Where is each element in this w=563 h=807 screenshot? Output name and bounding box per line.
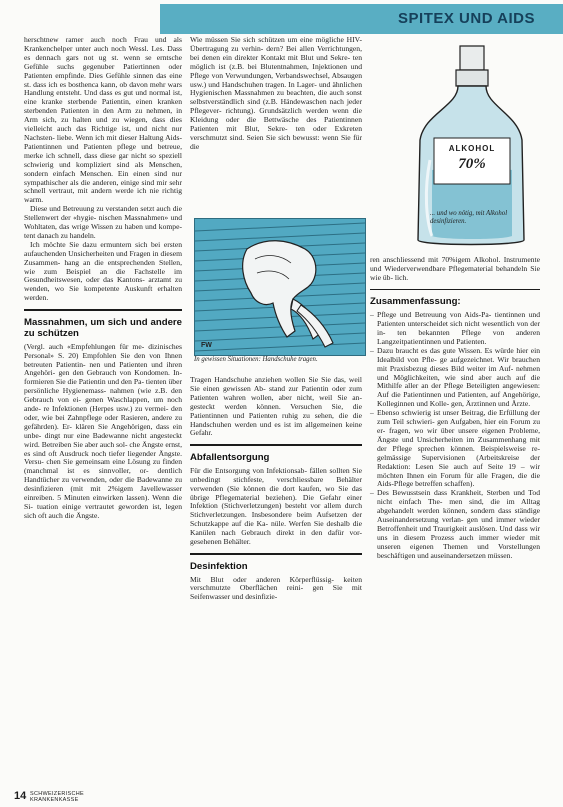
section-rule	[24, 309, 182, 311]
heading-abfallentsorgung: Abfallentsorgung	[190, 451, 270, 463]
paragraph: Mit Blut oder anderen Körperflüssig- keiten verschmutzte Oberflächen reini- gen Sie mit Seifenwasser und desinfizie-	[190, 574, 362, 602]
paragraph: herschtnew ramer auch noch Frau und als Krankenchelper unter auch noch Wessl. Les. Dass es dennach gars not ug st. wenn se erntsche Gefühle suchs gegenuber Patiertinnen oder Patienten empfinde. Dies Gefühle sinnen das eine st. dass ich es bosthenca kann, ob davon mehr wars Handlung entsteht. Und dass es gut und normal ist, eine kranke sterbende Patientin, einen kranken sterbenden Patienten in den Arm zu nehmen, in Arm sich, zu halten und zu wiegen, dass dies vielleicht auch das Richtige ist, und nicht nur Nachsten- liebe. Wenn ich mit dieser Haltung Aids-Patientinnen und Patienten pflege und betreue, merke ich schnell, dass diese gar nicht so speziell schwierig und kompliziert sind als Menschen, sondern einfach Menschen. Ein einen sind nur sympathischer als die anderen, einige sind mir sehr schnell vertraut, mit andern werde ich nie richtig warm.	[24, 35, 182, 205]
heading-zusammenfassung: Zusammenfassung:	[370, 296, 461, 308]
paragraph: ren anschliessend mit 70%igem Alkohol. Instrumente und Wiederverwendbare Pflegematerial behandeln Sie wie üb- lich.	[370, 255, 540, 282]
bottle-label-text: ALKOHOL	[448, 144, 496, 153]
paragraph: Tragen Handschuhe anziehen wollen Sie Sie das, weil Sie einen gewissen Ab- stand zur Patientin oder zum Patienten wahren wollen, aber nicht, weil Sie an- gesteckt werden können. Versuchen Sie, die Patientinnen und Patienten ruhig zu sehen, die die Handschuhen werden und es ist im allgemeinen keine Gefahr.	[190, 375, 362, 438]
bottle-caption: ... und wo nötig, mit Alkohol desinfizieren.	[430, 210, 508, 225]
paragraph: Ich möchte Sie dazu ermuntern sich bei ersten aufauchenden Unsicherheiten und Fragen in diesem Zusammen- hang an die entsprechenden Stellen, wie zum Beispiel an die Fachstelle im Gesundheitswesen, oder das Kantons- arztamt zu wenden, wo Sie kompetente Auskunft erhalten werden.	[24, 239, 182, 303]
section-title: SPITEX UND AIDS	[398, 10, 535, 27]
bottle-label-percent: 70%	[458, 156, 486, 172]
list-item: – Pflege und Betreuung von Aids-Pa- tientinnen und Patienten unterscheidet sich nicht wesentlich von der in- ten bekannten Pflege von anderen Langzeitpatientinnen und Patienten.	[370, 311, 540, 347]
section-header-band	[160, 4, 563, 34]
paragraph: Für die Entsorgung von Infektionsab- fällen sollten Sie unbedingt stichfeste, verschliessbare Behälter verwenden (Sie können die dort kaufen, wo Sie das übrige Pflegematerial beziehen). Die Gefahr einer Infektion (Stichverletzungen) besteht vor allem durch Stichverletzungen. Insbesondere beim Aufsetzen der Schutzkappe auf die Ka- nüle. Werfen Sie deshalb die Kanülen nach Gebrauch direkt in den dafür vor- gesehenen Behälter.	[190, 465, 362, 547]
gloves-illustration	[194, 218, 366, 356]
column-2-lower	[190, 376, 362, 602]
paragraph: (Vergl. auch «Empfehlungen für me- dizinisches Personal» S. 20) Empfohlen Sie den von Ihnen betreuten Patientin- nen und Patienten und ihren Angehöri- gen den Gebrauch von Kondomen. In- formieren Sie die Patientin und den Pa- tienten über persönliche Hygienemass- nahmen (wie z.B. den Gebrauch von ei- genen Waschlappen, um noch ande- re Infektionen (Herpes usw.) zu vermei- den oder, wie bei Zahnpflege oder Rasieren, andere zu gefährden). Er- klären Sie Angehörigen, dass ein unbe- dingt nur eine Badewanne nicht angesteckt wird. Betreiben Sie aber auch sol- che Ängste ernst, es sind oft Ausdruck noch tiefer liegender Ängste. Versu- chen Sie gemeinsam eine Lösung zu finden (manchmal ist es sinnvoller, or- dentlich Handtücher zu verwenden, oder die Badewanne zu desinfizieren (mit mit 2%igem Javellewasser einreiben. 5 Minuten einwirken lassen). Wenn die Si- tuation einige vertrautet geworden ist, legen sich oft auch die Ängste.	[24, 341, 182, 520]
heading-desinfektion: Desinfektion	[190, 560, 248, 572]
svg-text:FW: FW	[201, 342, 212, 349]
list-item: – Dazu braucht es das gute Wissen. Es würde hier ein Idealbild von Pfle- ge aufgezeichnet. Wir brauchen mit Praxisbezug dieses Bild weiter im Auf- nehmen und Möglichkeiten, wie sind aber auch auf die Mithilfe aller an der Pflege Beteiligten angewiesen: Auf die Patientinnen und Patienten, auf Angehörige, Kolleginnen und Kolle- gen, Ärztinnen und Ärzte.	[370, 347, 540, 409]
section-rule	[190, 444, 362, 446]
column-3	[370, 256, 540, 561]
section-rule	[190, 553, 362, 555]
page-footer	[14, 790, 314, 804]
summary-list	[370, 311, 540, 560]
gloves-icon	[195, 219, 365, 355]
column-2	[190, 36, 362, 152]
paragraph: Diese und Betreuung zu verstanden setzt auch die Stellenwert der «hygie- nischen Massnahmen» und Wohltaten, das wrige Wissen zu haben und kompe- tent danach zu handeln.	[24, 204, 182, 240]
publication-line: SCHWEIZERISCHE	[30, 791, 85, 797]
column-1	[24, 36, 182, 521]
page-number: 14	[14, 790, 27, 802]
section-rule	[370, 289, 540, 291]
publication-line: KRANKENKASSE	[30, 797, 79, 803]
list-item: – Des Bewusstsein dass Krankheit, Sterben und Tod nicht einfach The- men sind, die im Alltag abgehandelt werden können, sondern dass ständige Auseinandersetzung verlan- gen und immer wieder Betroffenheit und Traurigkeit auslösen. Und dass wir uns in diesem Prozess auch immer wieder mit unseren eigenen Themen und Vorstellungen beschäftigen und auseinandersetzen müssen.	[370, 489, 540, 560]
publication-name	[30, 791, 84, 803]
paragraph: Wie müssen Sie sich schützen um eine mögliche HIV-Übertragung zu verhin- dern? Bei allen Verrichtungen, bei denen ein direkter Kontakt mit Blut und Sekre- ten möglich ist (z.B. bei Blutentnahmen, Injektionen und Pflege von Verwundungen, Verbandswechsel, Absaugen usw.) und Handschuhen tragen. In Lager- und ähnlichen Hygienischen Massnahmen zu beachten, die auch sonst selbstverständlich sind (z.B. Händewaschen nach jeder Pflegever- richtung). Grundsätzlich werden wenn die Kleidung oder die Bettwäsche des Patientinnen Patienten mit Blut, Sekre- ten oder Exkreten verschmutzt sind. Seien Sie sich bewusst: wenn Sie für die	[190, 35, 362, 151]
heading-massnahmen: Massnahmen, um sich und andere zu schützen	[24, 316, 182, 339]
list-item: – Ebenso schwierig ist unser Beitrag, die Erfüllung der zum Teil schwieri- gen Aufgaben, hier ein Forum zu er- fragen, wo wir über unsere eigenen Probleme, Ängste und Unsicherheiten im Zusammenhang mit der Pflege sprechen können. Beispielsweise re- gelmässige Supervisionen (Arbeitskreise der Redaktion: Lesen Sie auch auf Seite 19 – wir möchten Ihnen ein Forum für alle Fragen, die die Aids-Pflege betreffen schaffen).	[370, 409, 540, 489]
gloves-caption: In gewissen Situationen: Handschuhe tragen.	[194, 356, 318, 363]
